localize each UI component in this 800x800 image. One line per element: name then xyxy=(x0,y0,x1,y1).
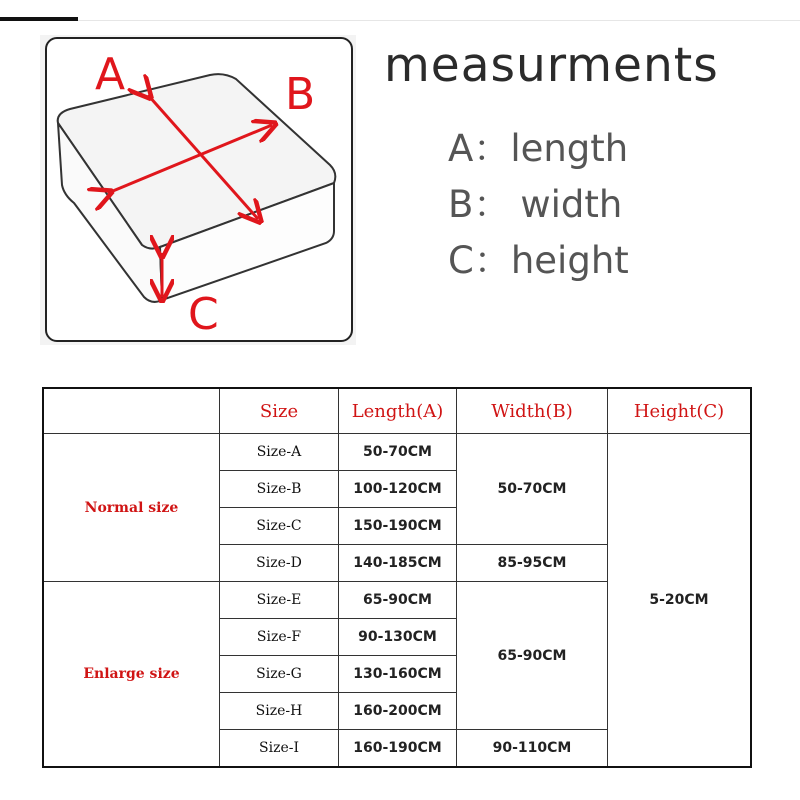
header-length: Length(A) xyxy=(339,388,457,434)
size-table xyxy=(42,387,752,768)
table-header-row xyxy=(43,388,751,434)
measurements-title: measurments xyxy=(384,38,719,93)
group-enlarge-size: Enlarge size xyxy=(43,582,220,768)
size-name: Size-H xyxy=(220,693,339,730)
header-height: Height(C) xyxy=(608,388,752,434)
table-row xyxy=(43,434,751,471)
width-value: 90-110CM xyxy=(457,730,608,768)
legend-key: C： xyxy=(448,239,511,282)
letter-b: B xyxy=(285,69,316,120)
width-value: 65-90CM xyxy=(457,582,608,730)
legend-key: A： xyxy=(448,127,511,170)
size-name: Size-F xyxy=(220,619,339,656)
length-value: 90-130CM xyxy=(339,619,457,656)
length-value: 65-90CM xyxy=(339,582,457,619)
top-accent-bar xyxy=(0,17,78,21)
legend-label: length xyxy=(510,127,629,170)
legend-height xyxy=(448,230,629,284)
header-width: Width(B) xyxy=(457,388,608,434)
width-value: 85-95CM xyxy=(457,545,608,582)
letter-a: A xyxy=(95,49,126,100)
header-blank xyxy=(43,388,220,434)
size-name: Size-D xyxy=(220,545,339,582)
length-value: 100-120CM xyxy=(339,471,457,508)
length-value: 140-185CM xyxy=(339,545,457,582)
cushion-diagram xyxy=(40,35,356,345)
length-value: 160-190CM xyxy=(339,730,457,768)
width-value: 50-70CM xyxy=(457,434,608,545)
length-value: 50-70CM xyxy=(339,434,457,471)
legend-key: B： xyxy=(448,183,511,226)
length-value: 150-190CM xyxy=(339,508,457,545)
size-name: Size-B xyxy=(220,471,339,508)
group-normal-size: Normal size xyxy=(43,434,220,582)
length-value: 130-160CM xyxy=(339,656,457,693)
length-value: 160-200CM xyxy=(339,693,457,730)
size-name: Size-I xyxy=(220,730,339,768)
top-divider xyxy=(78,20,800,21)
legend-width xyxy=(448,174,622,228)
legend-label: height xyxy=(510,239,629,282)
size-name: Size-A xyxy=(220,434,339,471)
letter-c: C xyxy=(188,289,219,340)
legend-length xyxy=(448,118,628,172)
size-name: Size-G xyxy=(220,656,339,693)
size-name: Size-C xyxy=(220,508,339,545)
height-value: 5-20CM xyxy=(608,434,752,768)
legend-label: width xyxy=(520,183,623,226)
header-size: Size xyxy=(220,388,339,434)
size-name: Size-E xyxy=(220,582,339,619)
